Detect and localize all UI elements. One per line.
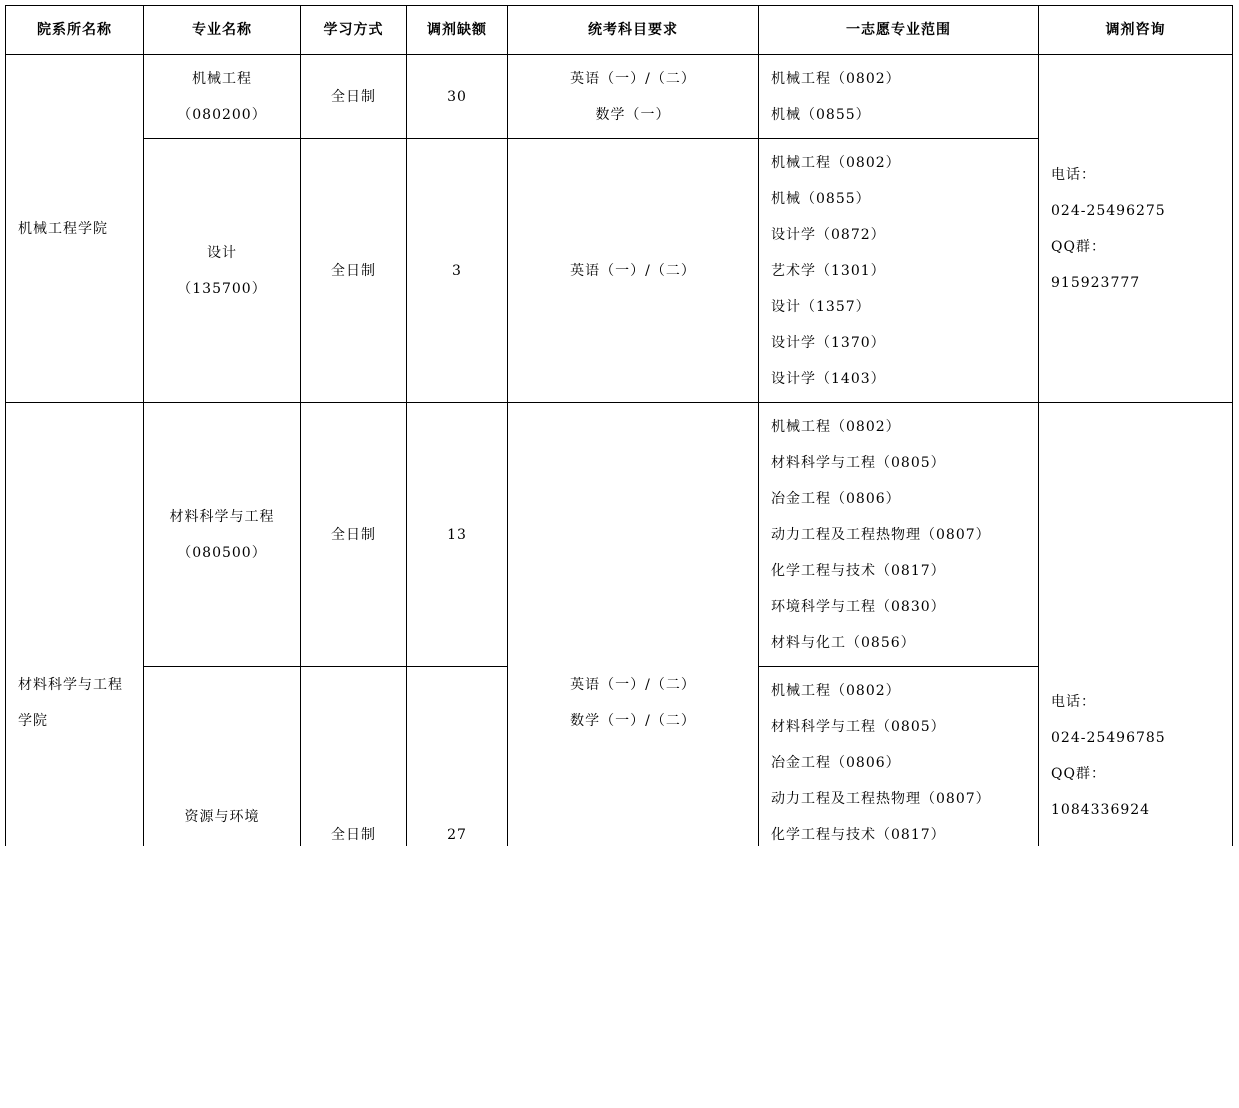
consultation-cell: 电话： 024-25496785 QQ群： 1084336924: [1051, 693, 1166, 818]
study-mode-cell: 全日制: [331, 88, 376, 105]
first-choice-range-cell: 机械工程（0802） 机械（0855） 设计学（0872） 艺术学（1301） 设计（1357） 设计学（1370） 设计学（1403）: [771, 154, 901, 387]
header-consultation: 调剂咨询: [1105, 22, 1166, 38]
department-cell: 材料科学与工程 学院: [18, 677, 123, 729]
header-first-choice-range: 一志愿专业范围: [846, 22, 951, 38]
first-choice-range-cell: 机械工程（0802） 机械（0855）: [771, 70, 901, 123]
quota-cell: 13: [447, 526, 467, 543]
major-cell: 机械工程 （080200）: [177, 70, 267, 123]
first-choice-range-cell: 机械工程（0802） 材料科学与工程（0805） 冶金工程（0806） 动力工程及工程热物理（0807） 化学工程与技术（0817）: [771, 683, 991, 843]
header-quota: 调剂缺额: [427, 22, 487, 38]
major-cell: 设计 （135700）: [177, 244, 267, 297]
header-study-mode: 学习方式: [323, 22, 384, 38]
quota-cell: 30: [447, 88, 467, 105]
exam-subjects-cell: 英语（一）/（二） 数学（一）/（二）: [570, 677, 696, 729]
department-cell: 机械工程学院: [18, 220, 108, 237]
header-major: 专业名称: [192, 22, 252, 38]
consultation-cell: 电话： 024-25496275 QQ群： 915923777: [1051, 166, 1166, 291]
study-mode-cell: 全日制: [331, 262, 376, 279]
header-department: 院系所名称: [37, 22, 112, 38]
major-cell: 材料科学与工程 （080500）: [169, 508, 275, 561]
major-cell: 资源与环境: [184, 809, 260, 825]
quota-cell: 3: [452, 262, 462, 279]
first-choice-range-cell: 机械工程（0802） 材料科学与工程（0805） 冶金工程（0806） 动力工程及工程热物理（0807） 化学工程与技术（0817） 环境科学与工程（0830） 材料与化工（0856）: [771, 418, 991, 651]
study-mode-cell: 全日制: [331, 827, 376, 843]
study-mode-cell: 全日制: [331, 526, 376, 543]
header-exam-subjects: 统考科目要求: [588, 22, 678, 38]
exam-subjects-cell: 英语（一）/（二）: [570, 262, 696, 279]
exam-subjects-cell: 英语（一）/（二） 数学（一）: [570, 70, 696, 123]
quota-cell: 27: [447, 827, 467, 843]
